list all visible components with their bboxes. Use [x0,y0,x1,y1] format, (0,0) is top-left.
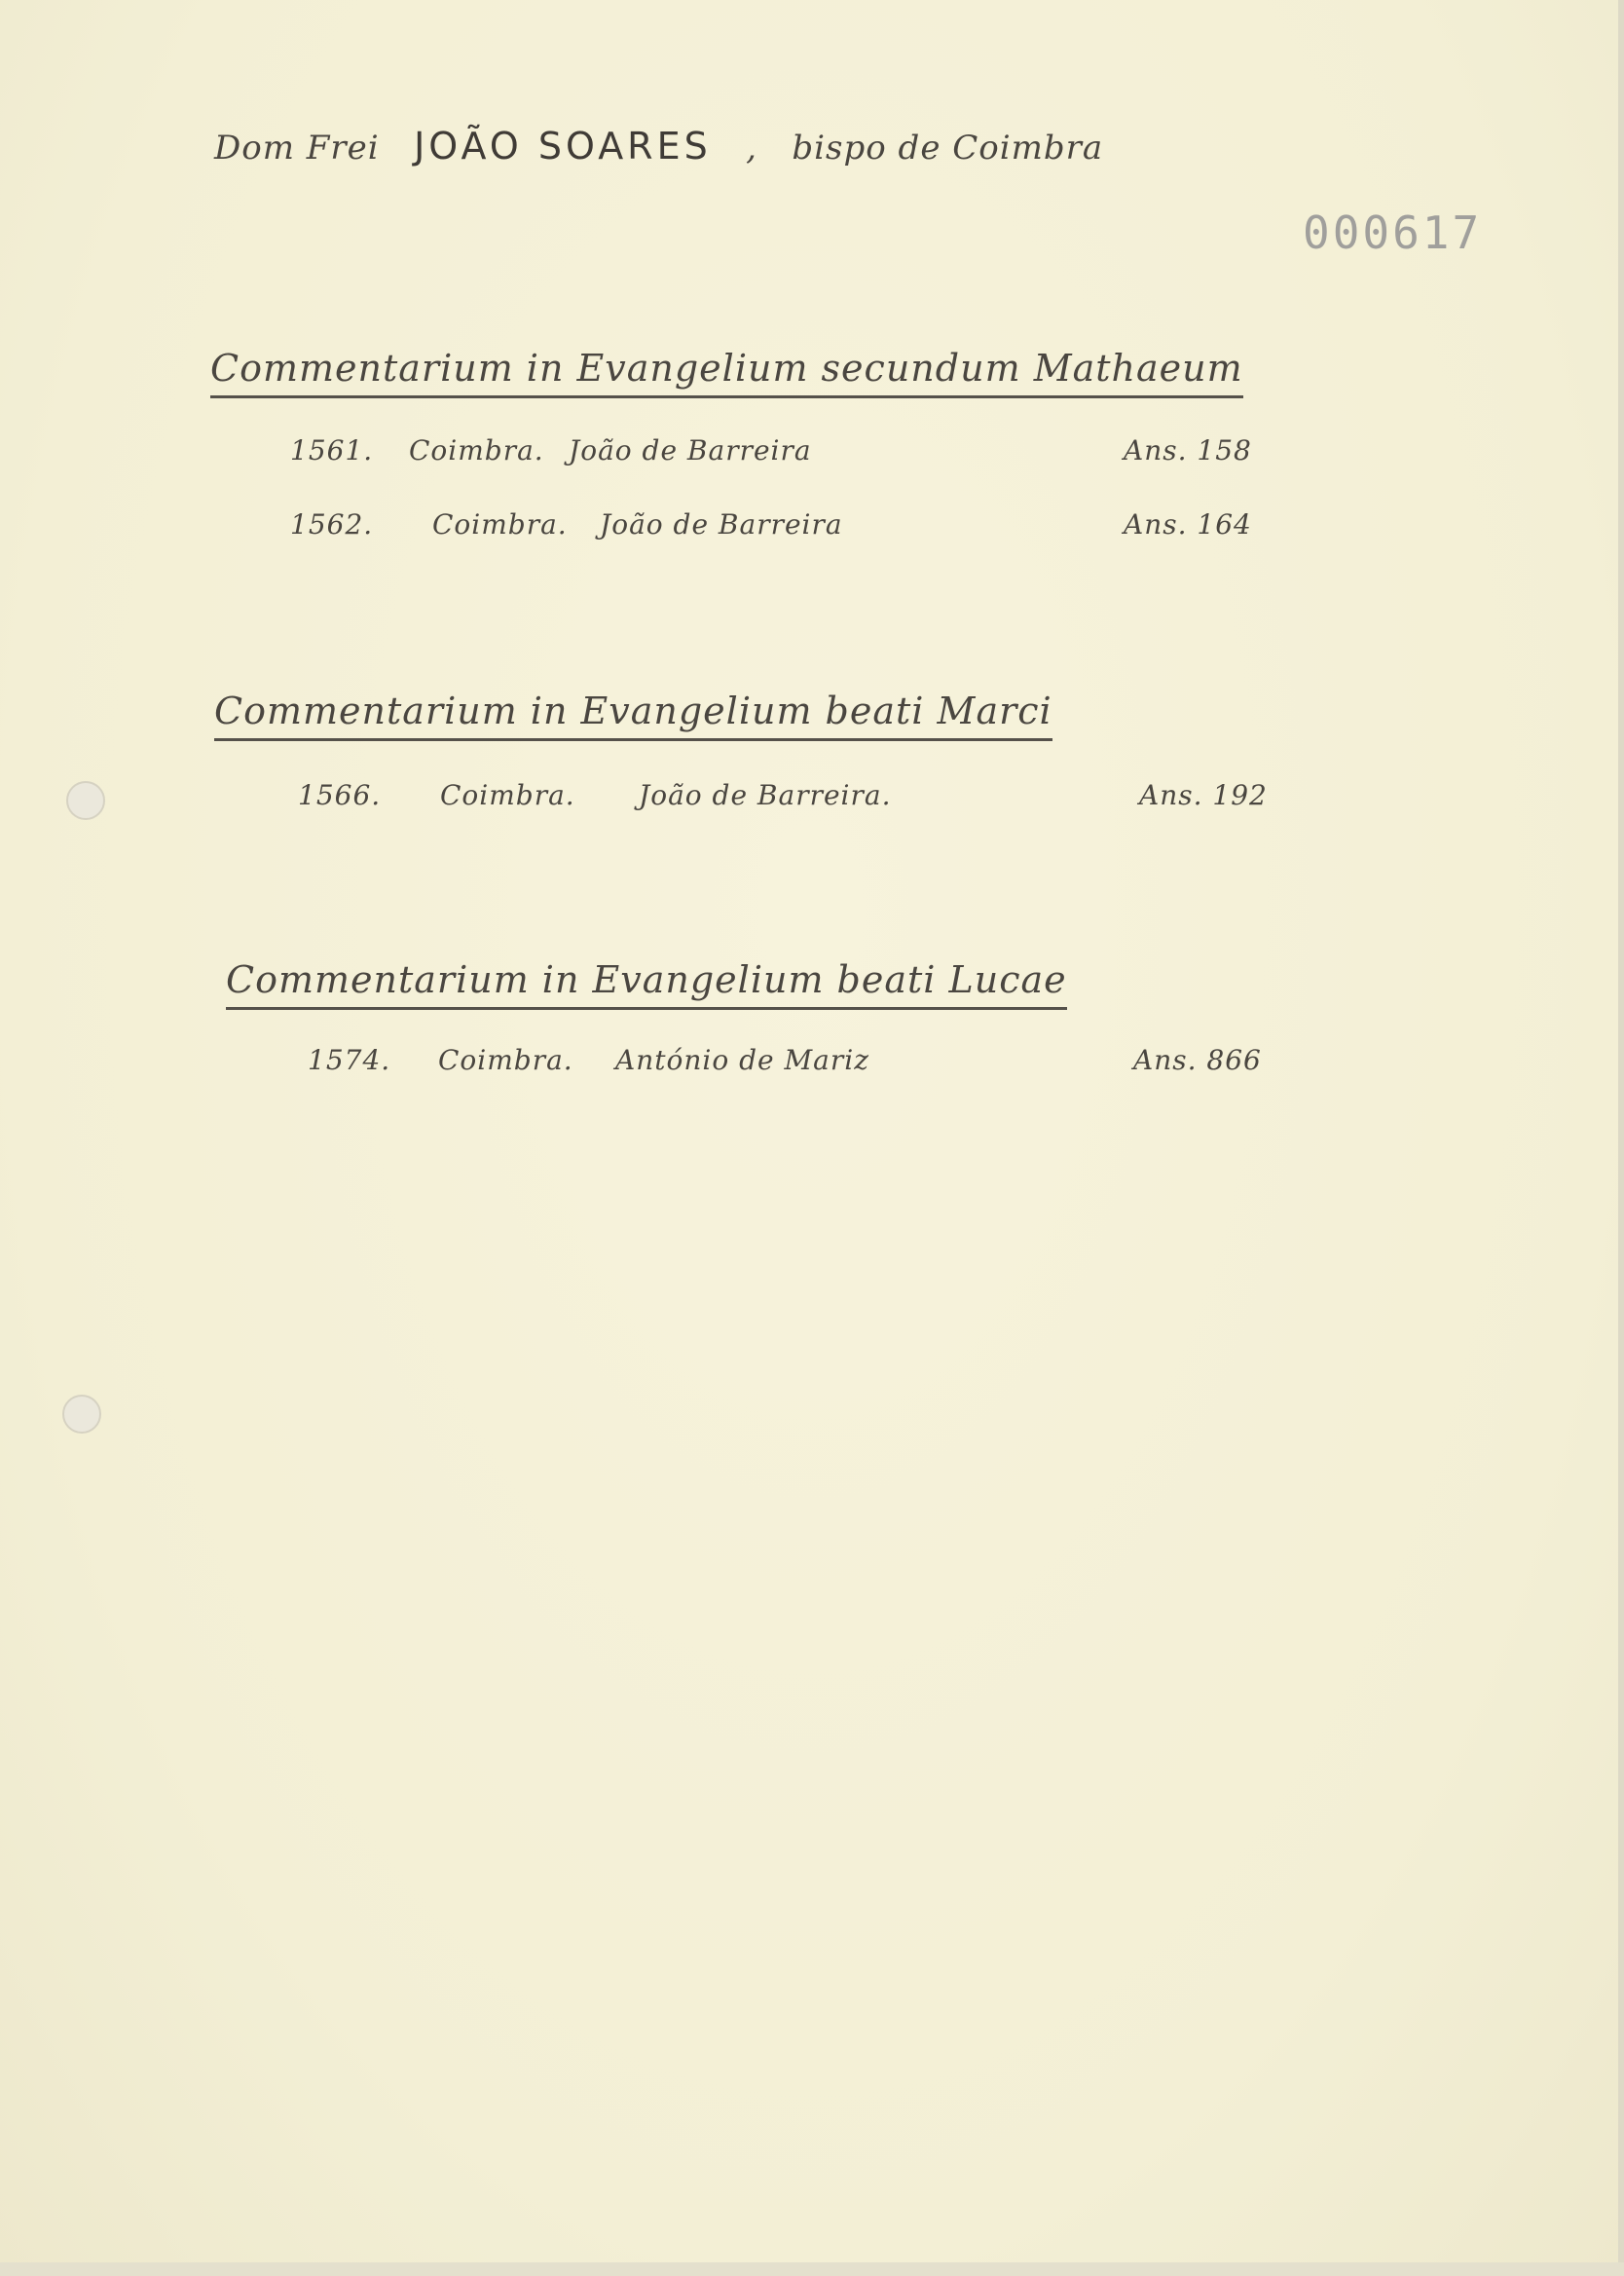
paper-edge-bottom [0,2262,1624,2276]
entry-year: 1574. [308,1044,391,1076]
author-title: bispo de Coimbra [792,129,1104,168]
entry-place: Coimbra. [409,434,544,466]
entry-shelfmark: Ans. 164 [1124,508,1252,541]
punch-hole-top [66,781,105,820]
work-title-mathaeum: Commentarium in Evangelium secundum Mathaeum [210,347,1243,398]
entry-year: 1562. [290,508,374,541]
author-name: JOÃO SOARES [414,125,712,168]
author-prefix: Dom Frei [214,129,380,168]
entry-shelfmark: Ans. 866 [1133,1044,1262,1076]
entry-shelfmark: Ans. 158 [1124,434,1252,466]
entry-year: 1566. [298,779,382,811]
entry-printer: João de Barreira. [639,779,892,811]
entry-printer: António de Mariz [615,1044,869,1076]
entry-printer: João de Barreira [600,508,843,541]
work-title-marci: Commentarium in Evangelium beati Marci [214,690,1052,741]
entry-shelfmark: Ans. 192 [1139,779,1268,811]
entry-year: 1561. [290,434,374,466]
stamp-number: 000617 [1303,206,1483,259]
entry-place: Coimbra. [432,508,568,541]
work-title-lucae: Commentarium in Evangelium beati Lucae [226,958,1067,1010]
punch-hole-bottom [62,1395,101,1434]
entry-place: Coimbra. [438,1044,573,1076]
author-comma: , [746,129,757,168]
entry-place: Coimbra. [440,779,575,811]
paper-edge-right [1618,0,1624,2276]
author-heading [214,125,1103,168]
entry-printer: João de Barreira [569,434,812,466]
